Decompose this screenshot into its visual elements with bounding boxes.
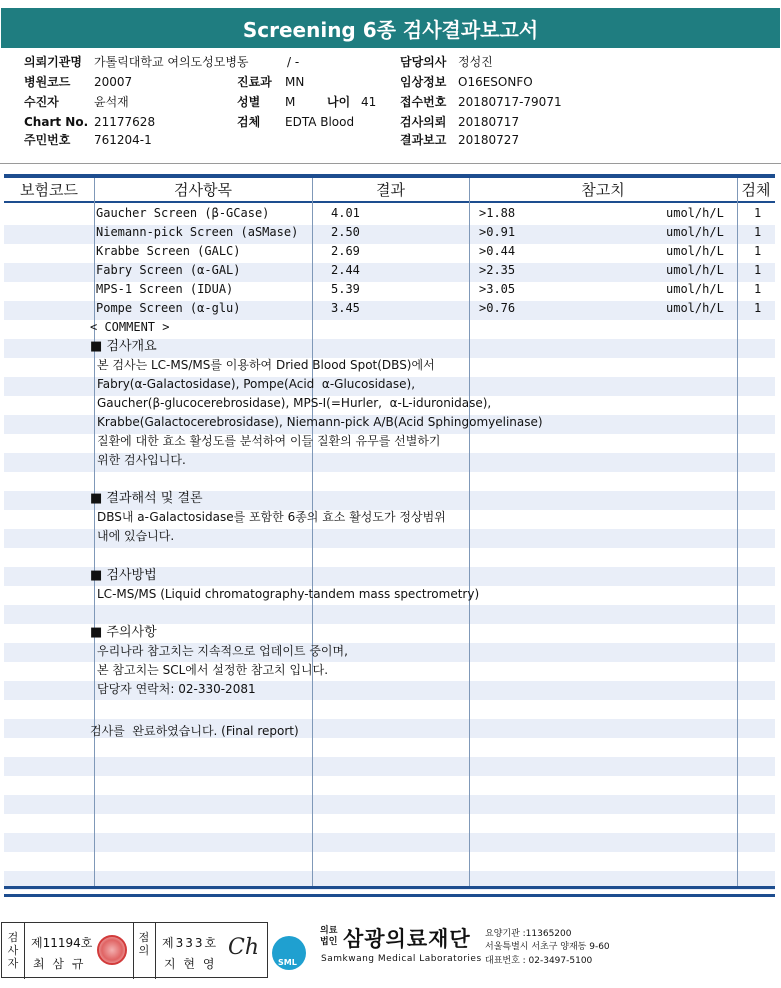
col-divider — [312, 178, 313, 886]
row-stripe — [4, 852, 775, 871]
specimen-count: 1 — [754, 301, 762, 315]
row-stripe — [4, 548, 775, 567]
reference-unit: umol/h/L — [666, 225, 724, 239]
col-divider — [737, 178, 738, 886]
box-divider — [24, 923, 25, 979]
info-label: 담당의사 — [400, 55, 447, 69]
row-stripe — [4, 700, 775, 719]
info-value: M — [285, 95, 296, 109]
info-value: 윤석재 — [94, 95, 129, 109]
test-result: 2.44 — [331, 263, 360, 277]
info-row-report-date — [400, 133, 520, 147]
comment-line: 질환에 대한 효소 활성도를 분석하여 이들 질환의 유무를 선별하기 — [97, 434, 441, 448]
org-address: 서울특별시 서초구 양재동 9-60 — [485, 942, 610, 952]
section-title: ■ 검사개요 — [90, 339, 157, 354]
info-row-clinical-info — [400, 75, 533, 89]
table-bottom-rule-2 — [4, 894, 775, 897]
row-stripe — [4, 757, 775, 776]
examiner-seal-icon — [97, 935, 127, 965]
table-bottom-rule — [4, 886, 775, 889]
info-label: 접수번호 — [400, 95, 447, 109]
row-stripe — [4, 776, 775, 795]
info-label: 검사의뢰 — [400, 115, 447, 129]
checker-label: 점의 — [138, 931, 150, 957]
checker-license-no: 제333호 — [162, 936, 219, 950]
logo-text: SML — [278, 958, 297, 967]
specimen-count: 1 — [754, 282, 762, 296]
row-stripe — [4, 795, 775, 814]
col-header-insurance-code: 보험코드 — [20, 181, 78, 199]
info-value: 21177628 — [94, 115, 156, 129]
info-value: 20180717 — [458, 115, 520, 129]
col-header-result: 결과 — [376, 181, 405, 199]
test-item: Krabbe Screen (GALC) — [96, 244, 241, 258]
row-stripe — [4, 605, 775, 624]
specimen-count: 1 — [754, 206, 762, 220]
org-code: 요양기관 :11365200 — [485, 929, 572, 939]
comment-line: LC-MS/MS (Liquid chromatography-tandem mass spectrometry) — [97, 587, 480, 601]
info-row-doctor — [400, 55, 493, 69]
section-title: ■ 결과해석 및 결론 — [90, 491, 203, 506]
info-label: 주민번호 — [24, 133, 71, 147]
info-value: 정성진 — [458, 55, 493, 69]
test-result: 2.69 — [331, 244, 360, 258]
test-result: 3.45 — [331, 301, 360, 315]
reference-value: >0.44 — [479, 244, 516, 258]
info-label: 임상정보 — [400, 75, 447, 89]
col-header-test-item: 검사항목 — [174, 181, 232, 199]
reference-value: >0.76 — [479, 301, 516, 315]
specimen-count: 1 — [754, 225, 762, 239]
row-stripe — [4, 833, 775, 852]
reference-unit: umol/h/L — [666, 206, 724, 220]
info-value: 가톨릭대학교 여의도성모병동 — [94, 55, 249, 69]
comment-line: Gaucher(β-glucocerebrosidase), MPS-I(=Hurler, α-L-iduronidase), — [97, 396, 492, 410]
org-english-name: Samkwang Medical Laboratories — [321, 954, 482, 964]
comment-line: Krabbe(Galactocerebrosidase), Niemann-pick A/B(Acid Sphingomyelinase) — [97, 415, 543, 429]
info-label: 성별 — [237, 95, 261, 109]
info-row-hospital-code — [24, 75, 133, 89]
test-item: Niemann-pick Screen (aSMase) — [96, 225, 299, 239]
reference-unit: umol/h/L — [666, 263, 724, 277]
reference-value: >1.88 — [479, 206, 516, 220]
comment-line: 우리나라 참고치는 지속적으로 업데이트 중이며, — [97, 644, 348, 658]
comment-line: 본 검사는 LC-MS/MS를 이용하여 Dried Blood Spot(DBS)에서 — [97, 358, 435, 372]
info-row-chart-no — [24, 115, 156, 129]
col-divider — [94, 178, 95, 886]
reference-value: >2.35 — [479, 263, 516, 277]
test-result: 4.01 — [331, 206, 360, 220]
divider — [0, 163, 781, 164]
org-phone: 대표번호 : 02-3497-5100 — [485, 956, 593, 966]
final-report-note: 검사를 완료하였습니다. (Final report) — [90, 724, 299, 738]
test-item: Pompe Screen (α-glu) — [96, 301, 241, 315]
comment-line: Fabry(α-Galactosidase), Pompe(Acid α-Glucosidase), — [97, 377, 416, 391]
org-name: 삼광의료재단 — [343, 927, 471, 951]
examiner-label: 검사자 — [7, 931, 19, 970]
report-title: Screening 6종 검사결과보고서 — [1, 8, 780, 48]
comment-header: < COMMENT > — [90, 320, 170, 334]
info-row-age — [327, 95, 377, 109]
info-label: 나이 — [327, 95, 351, 109]
test-item: Gaucher Screen (β-GCase) — [96, 206, 270, 220]
info-value: O16ESONFO — [458, 75, 533, 89]
test-item: MPS-1 Screen (IDUA) — [96, 282, 234, 296]
reference-unit: umol/h/L — [666, 244, 724, 258]
section-title: ■ 검사방법 — [90, 568, 157, 583]
comment-line: 내에 있습니다. — [97, 529, 175, 543]
comment-line: 본 참고치는 SCL에서 설정한 참고치 입니다. — [97, 663, 329, 677]
info-row-specimen — [237, 115, 355, 129]
test-item: Fabry Screen (α-GAL) — [96, 263, 241, 277]
info-row-patient — [24, 95, 129, 109]
info-label: Chart No. — [24, 115, 89, 129]
table-header — [4, 178, 775, 200]
info-row-receipt-no — [400, 95, 562, 109]
specimen-count: 1 — [754, 263, 762, 277]
row-stripe — [4, 814, 775, 833]
box-divider — [155, 923, 156, 979]
test-result: 2.50 — [331, 225, 360, 239]
test-result: 5.39 — [331, 282, 360, 296]
signature-box — [1, 922, 268, 978]
specimen-count: 1 — [754, 244, 762, 258]
checker-name: 지 현 영 — [164, 957, 217, 971]
info-value: 20180717-79071 — [458, 95, 562, 109]
info-label: 검체 — [237, 115, 261, 129]
info-row-request-date — [400, 115, 520, 129]
signature-mark: Ch — [228, 935, 260, 960]
info-row-institution — [24, 55, 249, 69]
info-value: 20180727 — [458, 133, 520, 147]
info-value: 761204-1 — [94, 133, 152, 147]
section-title: ■ 주의사항 — [90, 625, 157, 640]
report-footer — [1, 922, 780, 982]
reference-unit: umol/h/L — [666, 301, 724, 315]
org-prefix-2: 법인 — [320, 937, 338, 947]
reference-value: >3.05 — [479, 282, 516, 296]
col-header-reference: 참고치 — [581, 181, 625, 199]
info-label: 결과보고 — [400, 133, 447, 147]
reference-unit: umol/h/L — [666, 282, 724, 296]
info-row-resident-no — [24, 133, 152, 147]
comment-line: 담당자 연락처: 02-330-2081 — [97, 682, 256, 696]
info-label: 진료과 — [237, 75, 272, 89]
org-prefix-1: 의료 — [320, 926, 338, 936]
info-value: EDTA Blood — [285, 115, 355, 129]
col-divider — [469, 178, 470, 886]
info-value: 41 — [361, 95, 377, 109]
col-header-specimen: 검체 — [741, 181, 771, 199]
info-label: 병원코드 — [24, 75, 71, 89]
examiner-name: 최 삼 규 — [33, 957, 86, 971]
comment-line: DBS내 a-Galactosidase를 포함한 6종의 효소 활성도가 정상범위 — [97, 510, 446, 524]
info-ward-value: / - — [287, 55, 300, 69]
info-value: MN — [285, 75, 305, 89]
examiner-license-no: 제11194호 — [31, 936, 93, 950]
box-divider — [133, 923, 134, 979]
info-label: 수진자 — [24, 95, 59, 109]
table-header-rule — [4, 201, 775, 203]
info-value: 20007 — [94, 75, 133, 89]
info-row-sex — [237, 95, 296, 109]
info-label: 의뢰기관명 — [24, 55, 82, 69]
comment-line: 위한 검사입니다. — [97, 453, 186, 467]
info-row-department — [237, 75, 305, 89]
reference-value: >0.91 — [479, 225, 516, 239]
